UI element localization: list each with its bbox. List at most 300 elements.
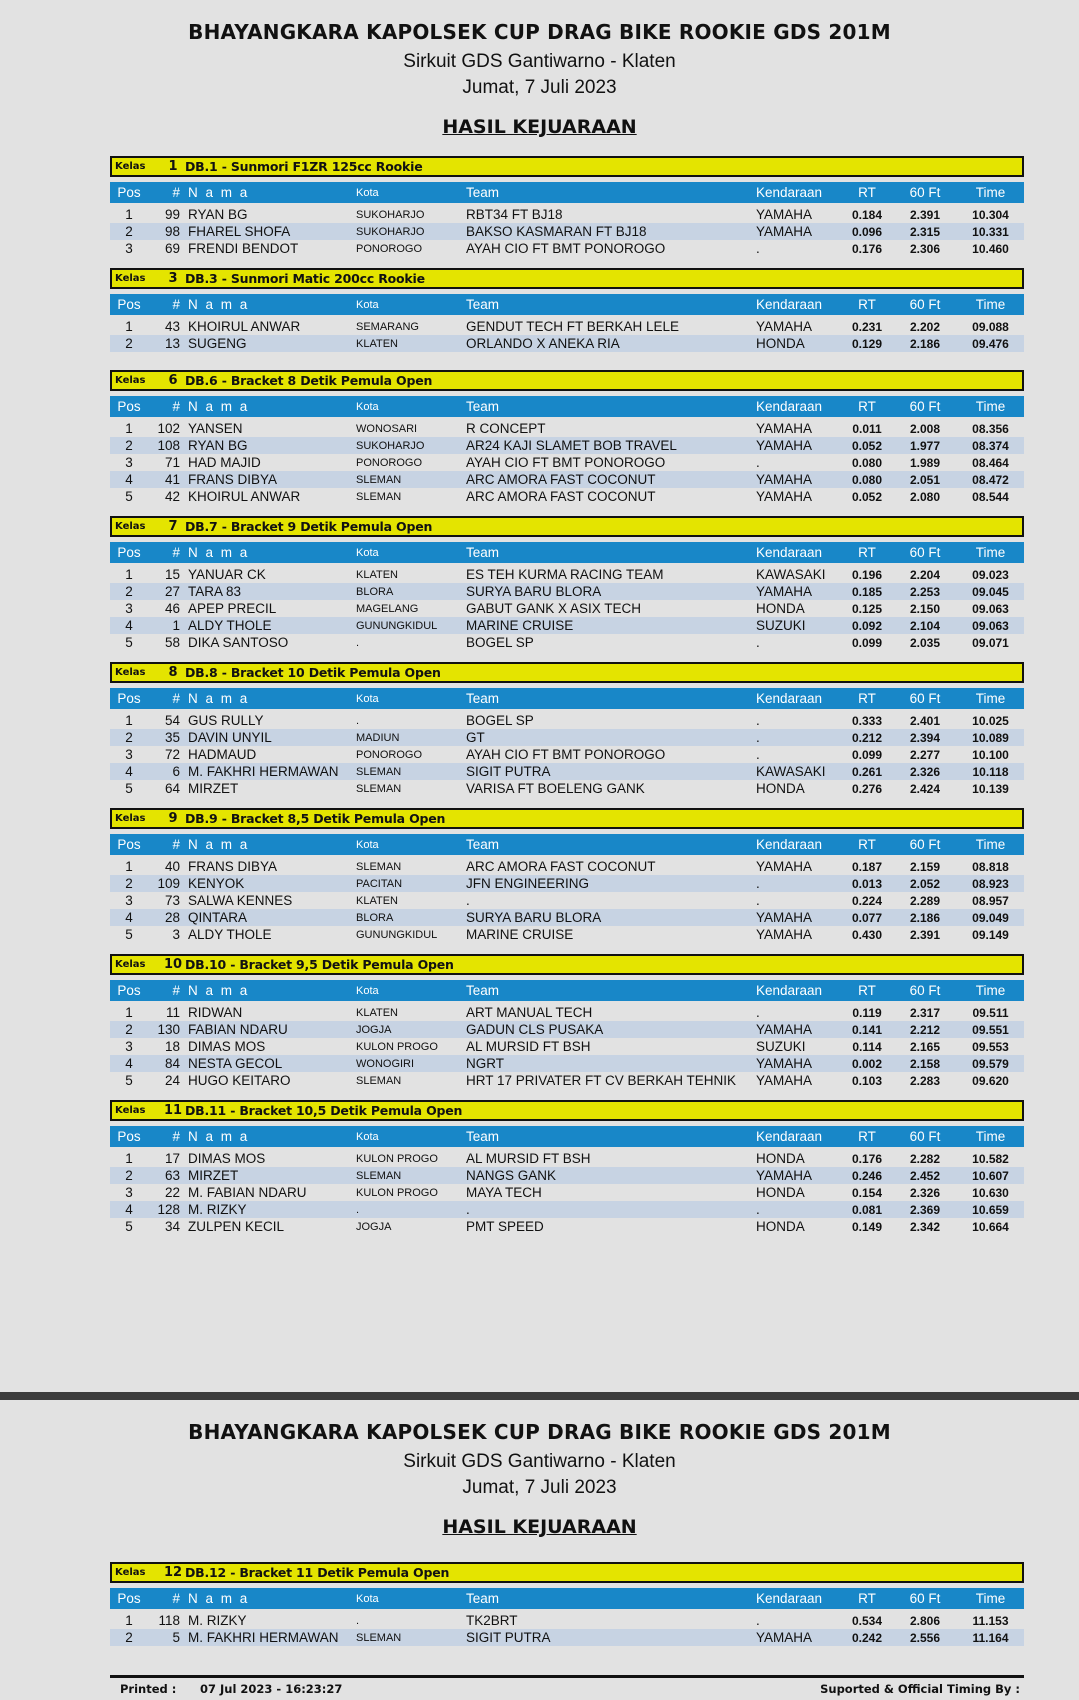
elapsed-time: 09.045 — [972, 584, 1009, 599]
col-team: Team — [466, 399, 500, 414]
sixty-ft-time: 2.424 — [909, 781, 941, 796]
sixty-ft-time: 2.326 — [909, 764, 941, 779]
vehicle: HONDA — [756, 781, 805, 796]
elapsed-time: 09.023 — [972, 567, 1009, 582]
col-name: N a m a — [188, 983, 250, 998]
elapsed-time: 11.153 — [972, 1613, 1009, 1628]
sixty-ft-time: 2.253 — [909, 584, 941, 599]
team-name: SURYA BARU BLORA — [466, 584, 602, 599]
result-row — [110, 566, 1024, 583]
class-label: Kelas — [115, 667, 146, 678]
city: . — [356, 1203, 360, 1216]
reaction-time: 0.080 — [851, 455, 883, 470]
team-name: VARISA FT BOELENG GANK — [466, 781, 645, 796]
results-heading: HASIL KEJUARAAN — [442, 116, 637, 138]
team-name: GADUN CLS PUSAKA — [466, 1022, 604, 1037]
team-name: . — [466, 893, 470, 908]
col-time: Time — [975, 297, 1006, 312]
sixty-ft-time: 2.806 — [909, 1613, 941, 1628]
col-time: Time — [975, 1129, 1006, 1144]
class-title-bar — [110, 268, 1024, 289]
col-time: Time — [975, 1591, 1006, 1606]
position: 5 — [125, 1219, 133, 1234]
vehicle: . — [756, 730, 760, 745]
team-name: MARINE CRUISE — [466, 927, 574, 942]
result-row — [110, 634, 1024, 651]
page-header — [0, 0, 1079, 144]
rider-name: YANUAR CK — [188, 567, 266, 582]
vehicle: YAMAHA — [756, 207, 813, 222]
printed-label: Printed : — [120, 1682, 177, 1696]
sixty-ft-time: 2.369 — [909, 1202, 941, 1217]
bike-number: 72 — [164, 747, 180, 762]
city: GUNUNGKIDUL — [356, 619, 438, 632]
class-number: 3 — [168, 271, 178, 286]
team-name: ARC AMORA FAST COCONUT — [466, 489, 656, 504]
sixty-ft-time: 2.282 — [909, 1151, 941, 1166]
rider-name: M. FABIAN NDARU — [188, 1185, 307, 1200]
col-rt: RT — [858, 545, 876, 560]
position: 4 — [125, 618, 133, 633]
sixty-ft-time: 2.008 — [909, 421, 941, 436]
reaction-time: 0.052 — [851, 438, 883, 453]
rider-name: TARA 83 — [188, 584, 242, 599]
col-team: Team — [466, 297, 500, 312]
col-pos: Pos — [117, 691, 141, 706]
city: KULON PROGO — [356, 1152, 438, 1165]
class-label: Kelas — [115, 959, 146, 970]
vehicle: YAMAHA — [756, 224, 813, 239]
team-name: BOGEL SP — [466, 713, 534, 728]
col-pos: Pos — [117, 545, 141, 560]
team-name: TK2BRT — [466, 1613, 518, 1628]
col-city: Kota — [356, 838, 379, 851]
col-time: Time — [975, 691, 1006, 706]
city: BLORA — [356, 911, 394, 924]
class-title: DB.7 - Bracket 9 Detik Pemula Open — [185, 519, 433, 534]
result-row — [110, 1072, 1024, 1089]
position: 4 — [125, 1056, 133, 1071]
result-row — [110, 875, 1024, 892]
team-name: JFN ENGINEERING — [466, 876, 590, 891]
col-60ft: 60 Ft — [909, 1129, 941, 1144]
bike-number: 24 — [164, 1073, 180, 1088]
team-name: MAYA TECH — [466, 1185, 542, 1200]
rider-name: DIMAS MOS — [188, 1151, 266, 1166]
vehicle: . — [756, 747, 760, 762]
position: 5 — [125, 1073, 133, 1088]
col-60ft: 60 Ft — [909, 983, 941, 998]
class-block — [110, 808, 1024, 943]
col-rt: RT — [858, 691, 876, 706]
team-name: ARC AMORA FAST COCONUT — [466, 859, 656, 874]
elapsed-time: 10.582 — [972, 1151, 1009, 1166]
col-pos: Pos — [117, 185, 141, 200]
class-title: DB.3 - Sunmori Matic 200cc Rookie — [185, 271, 425, 286]
position: 3 — [125, 893, 133, 908]
result-row — [110, 318, 1024, 335]
city: PONOROGO — [356, 242, 423, 255]
position: 3 — [125, 747, 133, 762]
event-title: BHAYANGKARA KAPOLSEK CUP DRAG BIKE ROOKIE GDS 201M — [188, 1420, 891, 1444]
col-name: N a m a — [188, 297, 250, 312]
column-header-row — [110, 294, 1024, 315]
city: KLATEN — [356, 1006, 398, 1019]
col-number: # — [172, 983, 180, 998]
class-block — [110, 370, 1024, 505]
bike-number: 130 — [157, 1022, 180, 1037]
rider-name: KHOIRUL ANWAR — [188, 489, 301, 504]
col-pos: Pos — [117, 297, 141, 312]
sixty-ft-time: 2.204 — [909, 567, 941, 582]
col-rt: RT — [858, 399, 876, 414]
col-vehicle: Kendaraan — [756, 297, 823, 312]
column-header-row — [110, 1588, 1024, 1609]
result-row — [110, 471, 1024, 488]
rider-name: DIKA SANTOSO — [188, 635, 289, 650]
reaction-time: 0.333 — [851, 713, 883, 728]
class-block — [110, 268, 1024, 352]
city: . — [356, 714, 360, 727]
vehicle: . — [756, 893, 760, 908]
col-name: N a m a — [188, 837, 250, 852]
class-number: 9 — [168, 811, 178, 826]
sixty-ft-time: 2.202 — [909, 319, 941, 334]
city: KULON PROGO — [356, 1186, 438, 1199]
col-pos: Pos — [117, 1129, 141, 1144]
sixty-ft-time: 2.159 — [909, 859, 941, 874]
class-title-bar — [110, 156, 1024, 177]
team-name: HRT 17 PRIVATER FT CV BERKAH TEHNIK — [466, 1073, 737, 1088]
bike-number: 11 — [165, 1005, 180, 1020]
sixty-ft-time: 2.342 — [909, 1219, 941, 1234]
bike-number: 42 — [164, 489, 180, 504]
bike-number: 54 — [164, 713, 180, 728]
sixty-ft-time: 2.277 — [909, 747, 941, 762]
reaction-time: 0.246 — [851, 1168, 883, 1183]
result-row — [110, 335, 1024, 352]
city: SEMARANG — [356, 320, 419, 333]
city: KLATEN — [356, 337, 398, 350]
position: 3 — [125, 1039, 133, 1054]
reaction-time: 0.231 — [851, 319, 883, 334]
bike-number: 128 — [157, 1202, 180, 1217]
results-page-2 — [0, 1400, 1079, 1697]
position: 4 — [125, 910, 133, 925]
sixty-ft-time: 2.150 — [909, 601, 941, 616]
class-number: 7 — [168, 519, 178, 534]
elapsed-time: 10.331 — [972, 224, 1009, 239]
class-block — [110, 516, 1024, 651]
sixty-ft-time: 2.051 — [909, 472, 941, 487]
position: 1 — [125, 1005, 133, 1020]
city: PONOROGO — [356, 456, 423, 469]
rider-name: ALDY THOLE — [188, 927, 272, 942]
elapsed-time: 10.664 — [972, 1219, 1009, 1234]
sixty-ft-time: 2.394 — [909, 730, 941, 745]
class-label: Kelas — [115, 1105, 146, 1116]
team-name: AYAH CIO FT BMT PONOROGO — [466, 455, 666, 470]
elapsed-time: 10.460 — [972, 241, 1009, 256]
reaction-time: 0.196 — [851, 567, 883, 582]
rider-name: KHOIRUL ANWAR — [188, 319, 301, 334]
col-time: Time — [975, 837, 1006, 852]
printed-timestamp: 07 Jul 2023 - 16:23:27 — [200, 1682, 343, 1696]
class-block — [110, 1562, 1024, 1646]
team-name: AL MURSID FT BSH — [466, 1039, 591, 1054]
team-name: GENDUT TECH FT BERKAH LELE — [466, 319, 680, 334]
col-number: # — [172, 1591, 180, 1606]
result-row — [110, 763, 1024, 780]
sixty-ft-time: 2.035 — [909, 635, 941, 650]
reaction-time: 0.092 — [851, 618, 883, 633]
team-name: BOGEL SP — [466, 635, 534, 650]
reaction-time: 0.011 — [852, 421, 882, 436]
class-block — [110, 156, 1024, 257]
bike-number: 6 — [172, 764, 180, 779]
col-time: Time — [975, 185, 1006, 200]
col-rt: RT — [858, 297, 876, 312]
city: GUNUNGKIDUL — [356, 928, 438, 941]
sixty-ft-time: 2.104 — [909, 618, 941, 633]
reaction-time: 0.077 — [851, 910, 883, 925]
class-number: 8 — [168, 665, 178, 680]
team-name: NGRT — [466, 1056, 505, 1071]
rider-name: MIRZET — [188, 781, 239, 796]
result-row — [110, 223, 1024, 240]
bike-number: 5 — [172, 1630, 180, 1645]
elapsed-time: 09.476 — [972, 336, 1009, 351]
col-vehicle: Kendaraan — [756, 1129, 823, 1144]
team-name: BAKSO KASMARAN FT BJ18 — [466, 224, 647, 239]
city: PONOROGO — [356, 748, 423, 761]
bike-number: 98 — [164, 224, 180, 239]
rider-name: RIDWAN — [188, 1005, 243, 1020]
vehicle: KAWASAKI — [756, 764, 826, 779]
elapsed-time: 09.149 — [972, 927, 1009, 942]
vehicle: YAMAHA — [756, 584, 813, 599]
sixty-ft-time: 2.391 — [909, 927, 941, 942]
page-separator — [0, 1392, 1079, 1400]
class-label: Kelas — [115, 161, 146, 172]
bike-number: 3 — [172, 927, 180, 942]
sixty-ft-time: 2.317 — [909, 1005, 941, 1020]
col-team: Team — [466, 1591, 500, 1606]
sixty-ft-time: 2.289 — [909, 893, 941, 908]
position: 5 — [125, 635, 133, 650]
city: MADIUN — [356, 731, 400, 744]
col-time: Time — [975, 983, 1006, 998]
team-name: GABUT GANK X ASIX TECH — [466, 601, 642, 616]
reaction-time: 0.129 — [851, 336, 883, 351]
bike-number: 58 — [164, 635, 180, 650]
team-name: AR24 KAJI SLAMET BOB TRAVEL — [466, 438, 677, 453]
rider-name: FRANS DIBYA — [188, 859, 278, 874]
class-block — [110, 954, 1024, 1089]
reaction-time: 0.099 — [851, 635, 883, 650]
city: . — [356, 636, 360, 649]
result-row — [110, 1218, 1024, 1235]
elapsed-time: 09.071 — [972, 635, 1009, 650]
rider-name: M. FAKHRI HERMAWAN — [188, 1630, 339, 1645]
city: KLATEN — [356, 894, 398, 907]
team-name: SIGIT PUTRA — [466, 764, 551, 779]
class-title-bar — [110, 954, 1024, 975]
rider-name: APEP PRECIL — [188, 601, 277, 616]
col-rt: RT — [858, 983, 876, 998]
result-row — [110, 1150, 1024, 1167]
reaction-time: 0.176 — [851, 241, 883, 256]
sixty-ft-time: 2.212 — [909, 1022, 941, 1037]
bike-number: 109 — [157, 876, 180, 891]
result-row — [110, 437, 1024, 454]
bike-number: 102 — [157, 421, 180, 436]
reaction-time: 0.276 — [851, 781, 883, 796]
position: 2 — [125, 336, 133, 351]
city: SUKOHARJO — [356, 225, 425, 238]
rider-name: HUGO KEITARO — [188, 1073, 291, 1088]
sixty-ft-time: 2.306 — [909, 241, 941, 256]
reaction-time: 0.114 — [852, 1039, 882, 1054]
col-60ft: 60 Ft — [909, 545, 941, 560]
vehicle: . — [756, 455, 760, 470]
elapsed-time: 08.923 — [972, 876, 1009, 891]
sixty-ft-time: 2.315 — [909, 224, 941, 239]
column-header-row — [110, 980, 1024, 1001]
col-team: Team — [466, 983, 500, 998]
timing-support-label: Suported & Official Timing By : — [820, 1682, 1020, 1696]
city: JOGJA — [356, 1023, 392, 1036]
sixty-ft-time: 2.401 — [909, 713, 941, 728]
col-name: N a m a — [188, 1129, 250, 1144]
position: 3 — [125, 455, 133, 470]
position: 4 — [125, 1202, 133, 1217]
result-row — [110, 1612, 1024, 1629]
team-name: SIGIT PUTRA — [466, 1630, 551, 1645]
col-name: N a m a — [188, 185, 250, 200]
result-row — [110, 892, 1024, 909]
class-title: DB.12 - Bracket 11 Detik Pemula Open — [185, 1565, 450, 1580]
result-row — [110, 1167, 1024, 1184]
rider-name: NESTA GECOL — [188, 1056, 283, 1071]
position: 1 — [125, 1151, 133, 1166]
rider-name: FRENDI BENDOT — [188, 241, 299, 256]
elapsed-time: 10.118 — [972, 764, 1009, 779]
col-number: # — [172, 399, 180, 414]
col-rt: RT — [858, 837, 876, 852]
rider-name: YANSEN — [188, 421, 243, 436]
result-row — [110, 909, 1024, 926]
elapsed-time: 09.579 — [972, 1056, 1009, 1071]
class-number: 11 — [163, 1103, 183, 1118]
col-city: Kota — [356, 1130, 379, 1143]
col-city: Kota — [356, 400, 379, 413]
vehicle: YAMAHA — [756, 1056, 813, 1071]
sixty-ft-time: 2.452 — [909, 1168, 941, 1183]
position: 1 — [125, 713, 133, 728]
col-60ft: 60 Ft — [909, 837, 941, 852]
col-rt: RT — [858, 185, 876, 200]
col-city: Kota — [356, 298, 379, 311]
vehicle: HONDA — [756, 1151, 805, 1166]
vehicle: YAMAHA — [756, 319, 813, 334]
rider-name: ZULPEN KECIL — [188, 1219, 285, 1234]
reaction-time: 0.187 — [851, 859, 883, 874]
venue: Sirkuit GDS Gantiwarno - Klaten — [403, 51, 676, 72]
elapsed-time: 10.100 — [972, 747, 1009, 762]
position: 2 — [125, 1168, 133, 1183]
reaction-time: 0.185 — [851, 584, 883, 599]
result-row — [110, 420, 1024, 437]
vehicle: YAMAHA — [756, 438, 813, 453]
team-name: GT — [466, 730, 485, 745]
col-name: N a m a — [188, 1591, 250, 1606]
bike-number: 84 — [164, 1056, 180, 1071]
reaction-time: 0.002 — [851, 1056, 883, 1071]
elapsed-time: 10.025 — [972, 713, 1009, 728]
bike-number: 28 — [164, 910, 180, 925]
vehicle: HONDA — [756, 1219, 805, 1234]
team-name: R CONCEPT — [466, 421, 546, 436]
col-pos: Pos — [117, 399, 141, 414]
city: KLATEN — [356, 568, 398, 581]
bike-number: 64 — [164, 781, 180, 796]
result-row — [110, 1038, 1024, 1055]
result-row — [110, 206, 1024, 223]
result-row — [110, 926, 1024, 943]
sixty-ft-time: 2.326 — [909, 1185, 941, 1200]
reaction-time: 0.430 — [851, 927, 883, 942]
col-city: Kota — [356, 984, 379, 997]
bike-number: 41 — [164, 472, 180, 487]
team-name: NANGS GANK — [466, 1168, 557, 1183]
elapsed-time: 11.164 — [972, 1630, 1009, 1645]
bike-number: 15 — [164, 567, 180, 582]
rider-name: GUS RULLY — [188, 713, 264, 728]
result-row — [110, 240, 1024, 257]
vehicle: SUZUKI — [756, 618, 806, 633]
sixty-ft-time: 2.186 — [909, 336, 941, 351]
result-row — [110, 617, 1024, 634]
vehicle: YAMAHA — [756, 1630, 813, 1645]
result-row — [110, 1629, 1024, 1646]
class-number: 10 — [163, 957, 183, 972]
elapsed-time: 10.607 — [972, 1168, 1009, 1183]
position: 3 — [125, 601, 133, 616]
result-row — [110, 1021, 1024, 1038]
city: SLEMAN — [356, 765, 402, 778]
elapsed-time: 10.659 — [972, 1202, 1009, 1217]
result-row — [110, 1184, 1024, 1201]
rider-name: KENYOK — [188, 876, 245, 891]
bike-number: 43 — [164, 319, 180, 334]
sixty-ft-time: 1.989 — [909, 455, 941, 470]
city: SLEMAN — [356, 473, 402, 486]
position: 5 — [125, 927, 133, 942]
bike-number: 69 — [164, 241, 180, 256]
col-vehicle: Kendaraan — [756, 983, 823, 998]
col-name: N a m a — [188, 691, 250, 706]
print-footer — [110, 1675, 1024, 1700]
vehicle: YAMAHA — [756, 910, 813, 925]
sixty-ft-time: 2.186 — [909, 910, 941, 925]
team-name: RBT34 FT BJ18 — [466, 207, 563, 222]
elapsed-time: 09.511 — [972, 1005, 1009, 1020]
rider-name: DAVIN UNYIL — [188, 730, 272, 745]
team-name: SURYA BARU BLORA — [466, 910, 602, 925]
class-block — [110, 662, 1024, 797]
bike-number: 18 — [164, 1039, 180, 1054]
